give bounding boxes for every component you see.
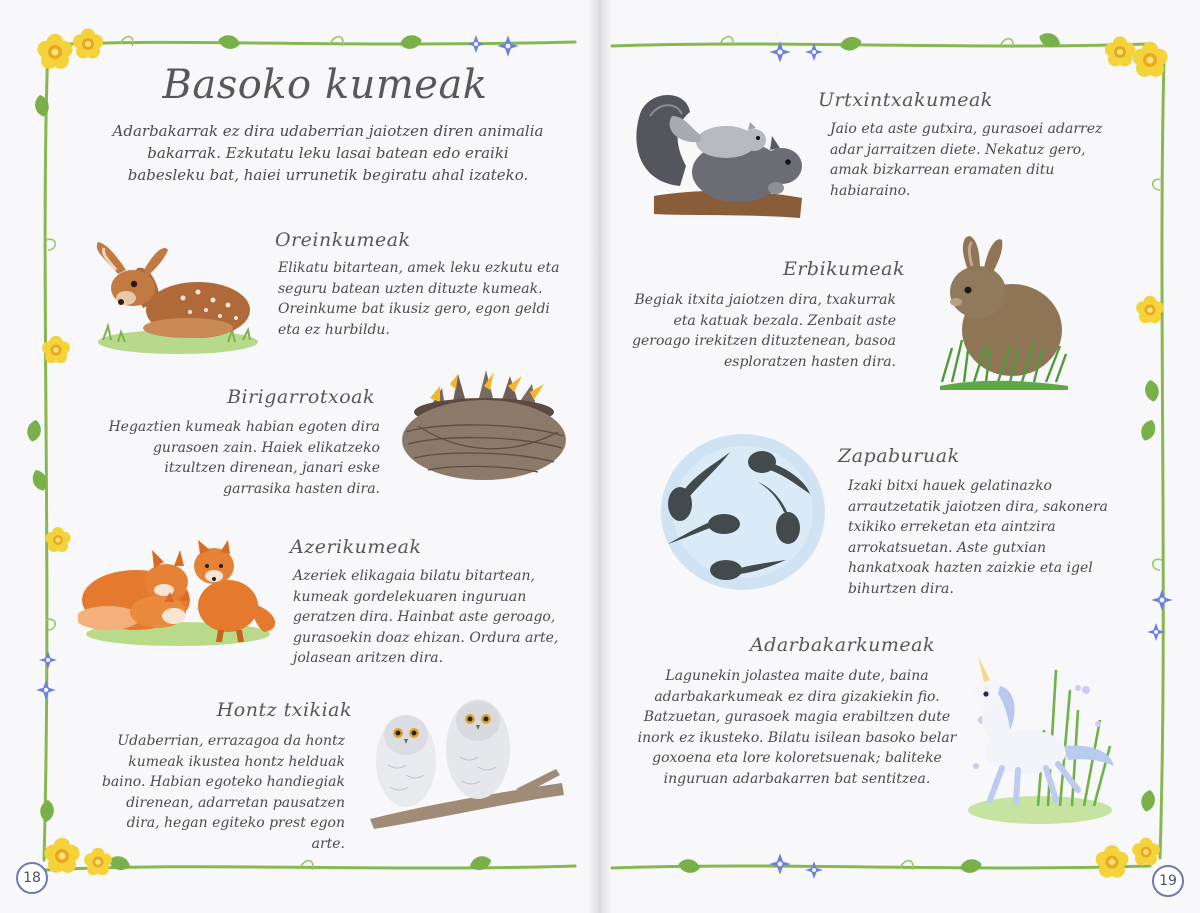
- page-number-left: 18: [16, 862, 48, 894]
- section-text: Izaki bitxi hauek gelatinazko arrautzetatik jaiotzen dira, sakonera txikiko erreketan eta aintzira arrokatsuetan. Aste gutxian hankatxoak hazten zaizkie eta igel bihurtzen dira.: [848, 478, 1108, 597]
- section-heading: Adarbakarkumeak: [749, 634, 935, 656]
- section-text: Lagunekin jolastea maite dute, baina adarbakarkumeak ez dira gizakiekin fio. Batzuetan, gurasoek magia erabiltzen dute inork ez ikusteko. Bilatu isilean basoko belar goxoena eta lore koloretsuenak; baliteke inguruan adarbakarren bat sentitzea.: [637, 668, 957, 787]
- section-heading: Azerikumeak: [290, 536, 422, 558]
- page-number-right: 19: [1152, 865, 1184, 897]
- section-heading: Urtxintxakumeak: [818, 89, 993, 111]
- section-text: Udaberrian, errazagoa da hontz kumeak ikustea hontz helduak baino. Habian egoteko handiegiak direnean, adarretan pausatzen dira, hegan egiteko prest egon arte.: [101, 733, 345, 852]
- section-heading: Hontz txikiak: [216, 699, 352, 721]
- section-heading: Zapaburuak: [838, 445, 960, 467]
- section-text: Jaio eta aste gutxira, gurasoei adarrez adar jarraitzen diete. Nekatuz gero, amak bizkarrean eramaten ditu habiaraino.: [830, 121, 1103, 199]
- tadpoles-illustration: [658, 432, 828, 592]
- section-text: Elikatu bitartean, amek leku ezkutu eta seguru batean uzten dituzte kumeak. Oreinkume bat ikusiz gero, egon geldi eta ez hurbildu.: [278, 260, 560, 338]
- section-text: Azeriek elikagaia bilatu bitartean, kumeak gordelekuaren inguruan geratzen dira. Hainbat aste geroago, gurasoekin doaz ehizan. Ordura arte, jolasean aritzen dira.: [293, 568, 559, 666]
- page-title: Basoko kumeak: [162, 62, 488, 108]
- section-heading: Oreinkumeak: [275, 229, 411, 251]
- owlets-on-branch-illustration: [366, 695, 566, 835]
- section-text: Begiak itxita jaiotzen dira, txakurrak eta katuak bezala. Zenbait aste geroago irekitzen dituztenean, basoa esploratzen hasten dira.: [632, 292, 896, 370]
- section-heading: Erbikumeak: [782, 258, 905, 280]
- baby-unicorn-illustration: [960, 650, 1120, 826]
- fawn-illustration: [88, 230, 263, 360]
- squirrels-illustration: [630, 86, 805, 226]
- fox-cubs-illustration: [78, 534, 288, 650]
- baby-birds-nest-illustration: [398, 362, 570, 497]
- section-text: Hegaztien kumeak habian egoten dira gurasoen zain. Haiek elikatzeko itzultzen direnean, janari eske garrasika hasten dira.: [108, 419, 380, 497]
- intro-paragraph: Adarbakarrak ez dira udaberrian jaiotzen diren animalia bakarrak. Ezkutatu leku lasai batean edo eraiki babesleku bat, haiei urrunetik begiratu ahal izateko.: [112, 122, 544, 184]
- bunny-illustration: [938, 230, 1070, 390]
- section-heading: Birigarrotxoak: [227, 386, 375, 408]
